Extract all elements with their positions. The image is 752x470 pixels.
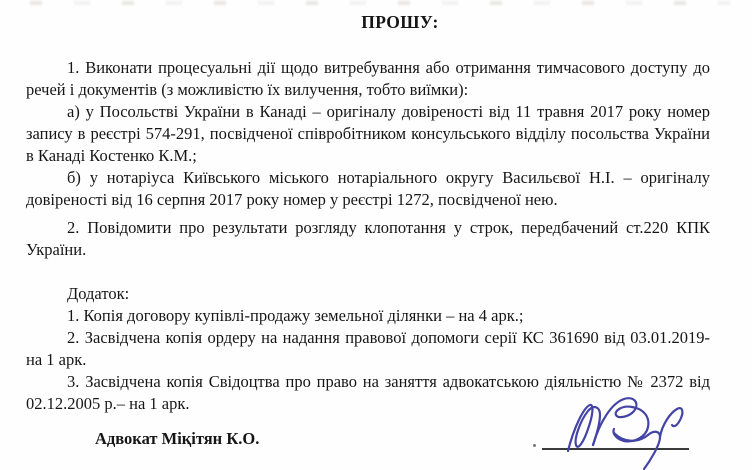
request-item-2: 2. Повідомити про результати розгляду клопотання у строк, передбачений ст.220 КПК України. [26,218,710,259]
request-subitem-b: б) у нотаріуса Київського міського нотаріального округу Васильєвої Н.І. – оригіналу довіреності від 16 серпня 2017 року номер у реєстрі 1272, посвідченої нею. [26,168,710,209]
attachment-item-1: 1. Копія договору купівлі-продажу земельної ділянки – на 4 арк.; [67,306,524,325]
attachments-heading: Додаток: [67,284,130,303]
signature-stroke-tail [614,432,660,469]
document-title: ПРОШУ: [361,12,439,32]
attachment-item-3: 3. Засвідчена копія Свідоцтва про право на заняття адвокатською діяльністю № 2372 від 02.12.2005 р.– на 1 арк. [26,372,710,413]
document-body [26,0,710,415]
attachment-item-2: 2. Засвідчена копія ордеру на надання правової допомоги серії КС 361690 від 03.01.2019- на 1 арк. [26,328,710,369]
signatory-name: Адвокат Міқітян К.О. [95,429,260,448]
request-item-1: 1. Виконати процесуальні дії щодо витребування або отримання тимчасового доступу до речей і документів (з можливістю їх вилучення, тобто виїмки): [26,58,710,99]
signature-stroke-initials [568,405,600,451]
request-subitem-a: а) у Посольстві України в Канаді – оригіналу довіреності від 11 травня 2017 року номер запису в реєстрі 574-291, посвідченої співробітником консульського відділу посольства України в Канаді Костенко К.М.; [26,102,710,165]
handwritten-signature-icon [550,385,710,470]
signature-stroke-hook [660,408,682,437]
signature-dot [533,444,536,447]
